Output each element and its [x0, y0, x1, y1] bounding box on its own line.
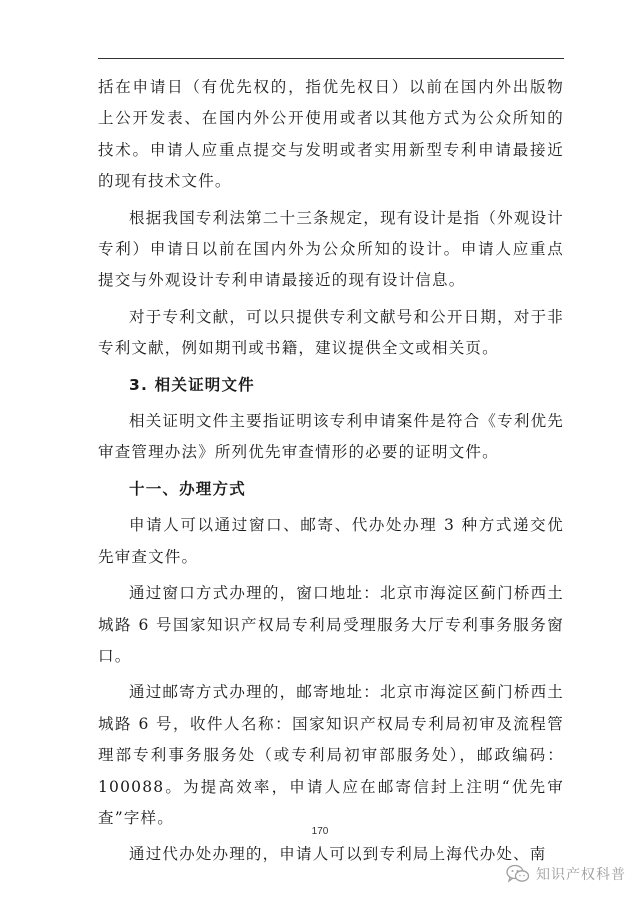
paragraph-mail-address: 通过邮寄方式办理的，邮寄地址：北京市海淀区蓟门桥西土城路 6 号，收件人名称：国家知识产权局专利局初审及流程管理部专利事务服务处（或专利局初审部服务处），邮政编码：100088。为提高效率，申请人应在邮寄信封上注明“优先审查”字样。 [98, 683, 564, 827]
paragraph-prior-art: 括在申请日（有优先权的，指优先权日）以前在国内外出版物上公开发表、在国内外公开使用或者以其他方式为公众所知的技术。申请人应重点提交与发明或者实用新型专利申请最接近的现有技术文件。 [98, 78, 564, 191]
header-rule [98, 58, 564, 59]
paragraph-certificates: 相关证明文件主要指证明该专利申请案件是符合《专利优先审查管理办法》所列优先审查情形的必要的证明文件。 [98, 412, 564, 462]
paragraph-submission-methods: 申请人可以通过窗口、邮寄、代办处办理 3 种方式递交优先审查文件。 [98, 516, 564, 566]
paragraph-prior-design: 根据我国专利法第二十三条规定，现有设计是指（外观设计专利）申请日以前在国内外为公众所知的设计。申请人应重点提交与外观设计专利申请最接近的现有设计信息。 [98, 208, 564, 290]
watermark [506, 864, 626, 884]
paragraph-patent-literature: 对于专利文献，可以只提供专利文献号和公开日期，对于非专利文献，例如期刊或书籍，建议提供全文或相关页。 [98, 307, 564, 358]
section-heading-procedure: 十一、办理方式 [129, 479, 246, 498]
paragraph-agency-office: 通过代办处办理的，申请人可以到专利局上海代办处、南 [129, 845, 547, 864]
watermark-text: 知识产权科普 [536, 867, 626, 883]
document-body [98, 72, 564, 876]
wechat-icon [506, 864, 530, 884]
section-heading-certificates: 3. 相关证明文件 [129, 375, 255, 394]
paragraph-window-address: 通过窗口方式办理的，窗口地址：北京市海淀区蓟门桥西土城路 6 号国家知识产权局专利局受理服务大厅专利事务服务窗口。 [98, 584, 564, 665]
page-number: 170 [311, 826, 329, 837]
